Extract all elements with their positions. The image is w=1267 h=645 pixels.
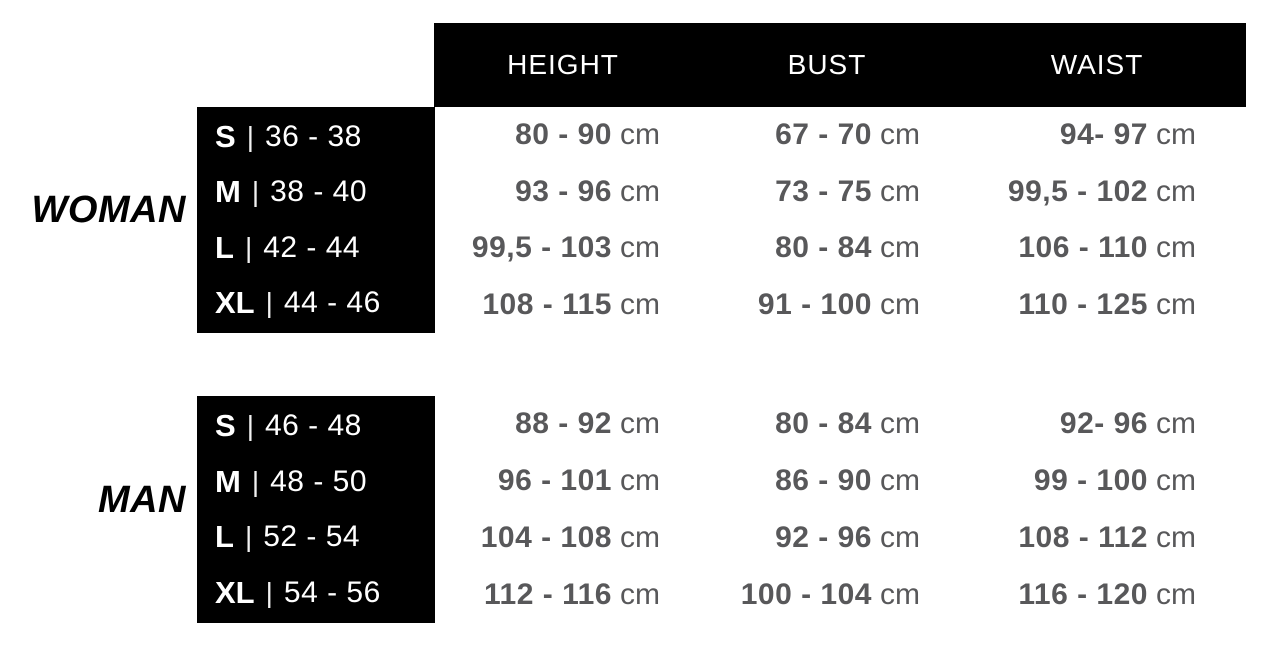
measurement-value: 100 - 104: [740, 577, 872, 611]
measurement-unit: cm: [620, 231, 660, 265]
measurement-value: 96 - 101: [497, 464, 612, 498]
measurement-unit: cm: [880, 577, 920, 611]
measurement-unit: cm: [620, 464, 660, 498]
measurement-unit: cm: [620, 577, 660, 611]
woman-l-waist-cell: [920, 220, 1196, 277]
measurement-unit: cm: [620, 520, 660, 554]
measurement-value: 93 - 96: [515, 174, 612, 208]
man-size-row-m: [215, 454, 435, 510]
measurement-unit: cm: [880, 174, 920, 208]
woman-s-bust-cell: [660, 107, 920, 164]
measurement-unit: cm: [1156, 464, 1196, 498]
measurement-value: 92- 96: [1059, 407, 1148, 441]
measurement-value: 86 - 90: [775, 464, 872, 498]
measurement-unit: cm: [620, 174, 660, 208]
man-s-height-cell: [437, 396, 660, 453]
size-separator: |: [251, 176, 260, 208]
group-label-woman: WOMAN: [31, 189, 186, 231]
measurement-value: 116 - 120: [1018, 577, 1148, 611]
man-size-row-s: [215, 398, 435, 454]
man-xl-bust-cell: [660, 566, 920, 623]
woman-l-bust-cell: [660, 220, 920, 277]
measurement-value: 108 - 112: [1018, 520, 1148, 554]
measurement-value: 80 - 90: [515, 118, 612, 152]
size-letter: M: [215, 463, 241, 499]
group-label-man: MAN: [97, 479, 186, 521]
woman-size-row-m: [215, 165, 435, 221]
measurement-unit: cm: [1156, 577, 1196, 611]
man-size-box: [197, 396, 435, 623]
size-separator: |: [265, 287, 273, 319]
size-separator: |: [251, 465, 260, 497]
size-letter: L: [215, 229, 234, 265]
measurement-value: 110 - 125: [1018, 287, 1148, 321]
size-letter: S: [215, 118, 236, 154]
size-separator: |: [246, 120, 254, 152]
woman-s-height-cell: [437, 107, 660, 164]
man-xl-height-cell: [437, 566, 660, 623]
measurement-unit: cm: [880, 520, 920, 554]
measurement-unit: cm: [1156, 520, 1196, 554]
man-measurements-grid: [437, 396, 1197, 623]
woman-xl-height-cell: [437, 277, 660, 334]
size-separator: |: [246, 409, 254, 441]
measurement-unit: cm: [1156, 174, 1196, 208]
woman-l-height-cell: [437, 220, 660, 277]
measurement-value: 112 - 116: [484, 577, 612, 611]
size-range: 52 - 54: [263, 520, 361, 554]
size-range: 44 - 46: [283, 286, 381, 320]
size-range: 46 - 48: [264, 408, 362, 442]
measurement-unit: cm: [620, 118, 660, 152]
size-letter: XL: [215, 285, 255, 321]
man-size-row-xl: [215, 565, 435, 621]
man-m-bust-cell: [660, 453, 920, 510]
size-letter: M: [215, 174, 241, 210]
measurement-unit: cm: [620, 287, 660, 321]
column-header-height: HEIGHT: [507, 49, 619, 80]
measurement-unit: cm: [1156, 407, 1196, 441]
size-separator: |: [244, 521, 253, 553]
man-size-row-l: [215, 510, 435, 566]
man-m-waist-cell: [920, 453, 1196, 510]
measurement-unit: cm: [880, 231, 920, 265]
size-range: 48 - 50: [270, 464, 368, 498]
measurement-value: 73 - 75: [775, 174, 872, 208]
man-m-height-cell: [437, 453, 660, 510]
measurement-unit: cm: [1156, 231, 1196, 265]
measurement-value: 88 - 92: [515, 407, 612, 441]
measurement-unit: cm: [880, 287, 920, 321]
measurement-value: 67 - 70: [775, 118, 872, 152]
woman-size-row-l: [215, 220, 435, 276]
woman-measurements-grid: [437, 107, 1197, 333]
man-l-bust-cell: [660, 510, 920, 567]
measurement-unit: cm: [880, 464, 920, 498]
column-header-waist: WAIST: [1050, 49, 1144, 80]
measurement-value: 108 - 115: [482, 287, 612, 321]
woman-m-bust-cell: [660, 164, 920, 221]
measurement-unit: cm: [880, 118, 920, 152]
measurement-value: 94- 97: [1059, 118, 1148, 152]
measurement-value: 80 - 84: [775, 407, 872, 441]
woman-m-height-cell: [437, 164, 660, 221]
size-letter: L: [215, 519, 234, 555]
woman-size-row-s: [215, 109, 435, 165]
measurement-value: 99,5 - 103: [471, 231, 612, 265]
man-s-waist-cell: [920, 396, 1196, 453]
size-range: 38 - 40: [270, 175, 368, 209]
measurement-value: 99 - 100: [1033, 464, 1148, 498]
size-letter: S: [215, 407, 236, 443]
man-l-height-cell: [437, 510, 660, 567]
woman-s-waist-cell: [920, 107, 1196, 164]
woman-m-waist-cell: [920, 164, 1196, 221]
measurement-value: 92 - 96: [775, 520, 872, 554]
man-l-waist-cell: [920, 510, 1196, 567]
measurement-value: 80 - 84: [775, 231, 872, 265]
measurement-unit: cm: [1156, 287, 1196, 321]
size-range: 42 - 44: [263, 230, 361, 264]
man-xl-waist-cell: [920, 566, 1196, 623]
measurement-unit: cm: [1156, 118, 1196, 152]
size-separator: |: [244, 231, 253, 263]
measurement-value: 91 - 100: [757, 287, 872, 321]
size-letter: XL: [215, 575, 255, 611]
measurement-value: 104 - 108: [480, 520, 612, 554]
table-header-bar: [434, 23, 1246, 107]
woman-xl-bust-cell: [660, 277, 920, 334]
measurement-unit: cm: [880, 407, 920, 441]
woman-size-box: [197, 107, 435, 333]
woman-size-row-xl: [215, 276, 435, 332]
size-range: 54 - 56: [283, 576, 381, 610]
measurement-value: 106 - 110: [1018, 231, 1148, 265]
size-range: 36 - 38: [264, 119, 362, 153]
column-header-bust: BUST: [787, 49, 867, 80]
man-s-bust-cell: [660, 396, 920, 453]
woman-xl-waist-cell: [920, 277, 1196, 334]
measurement-value: 99,5 - 102: [1007, 174, 1148, 208]
size-separator: |: [265, 577, 273, 609]
measurement-unit: cm: [620, 407, 660, 441]
